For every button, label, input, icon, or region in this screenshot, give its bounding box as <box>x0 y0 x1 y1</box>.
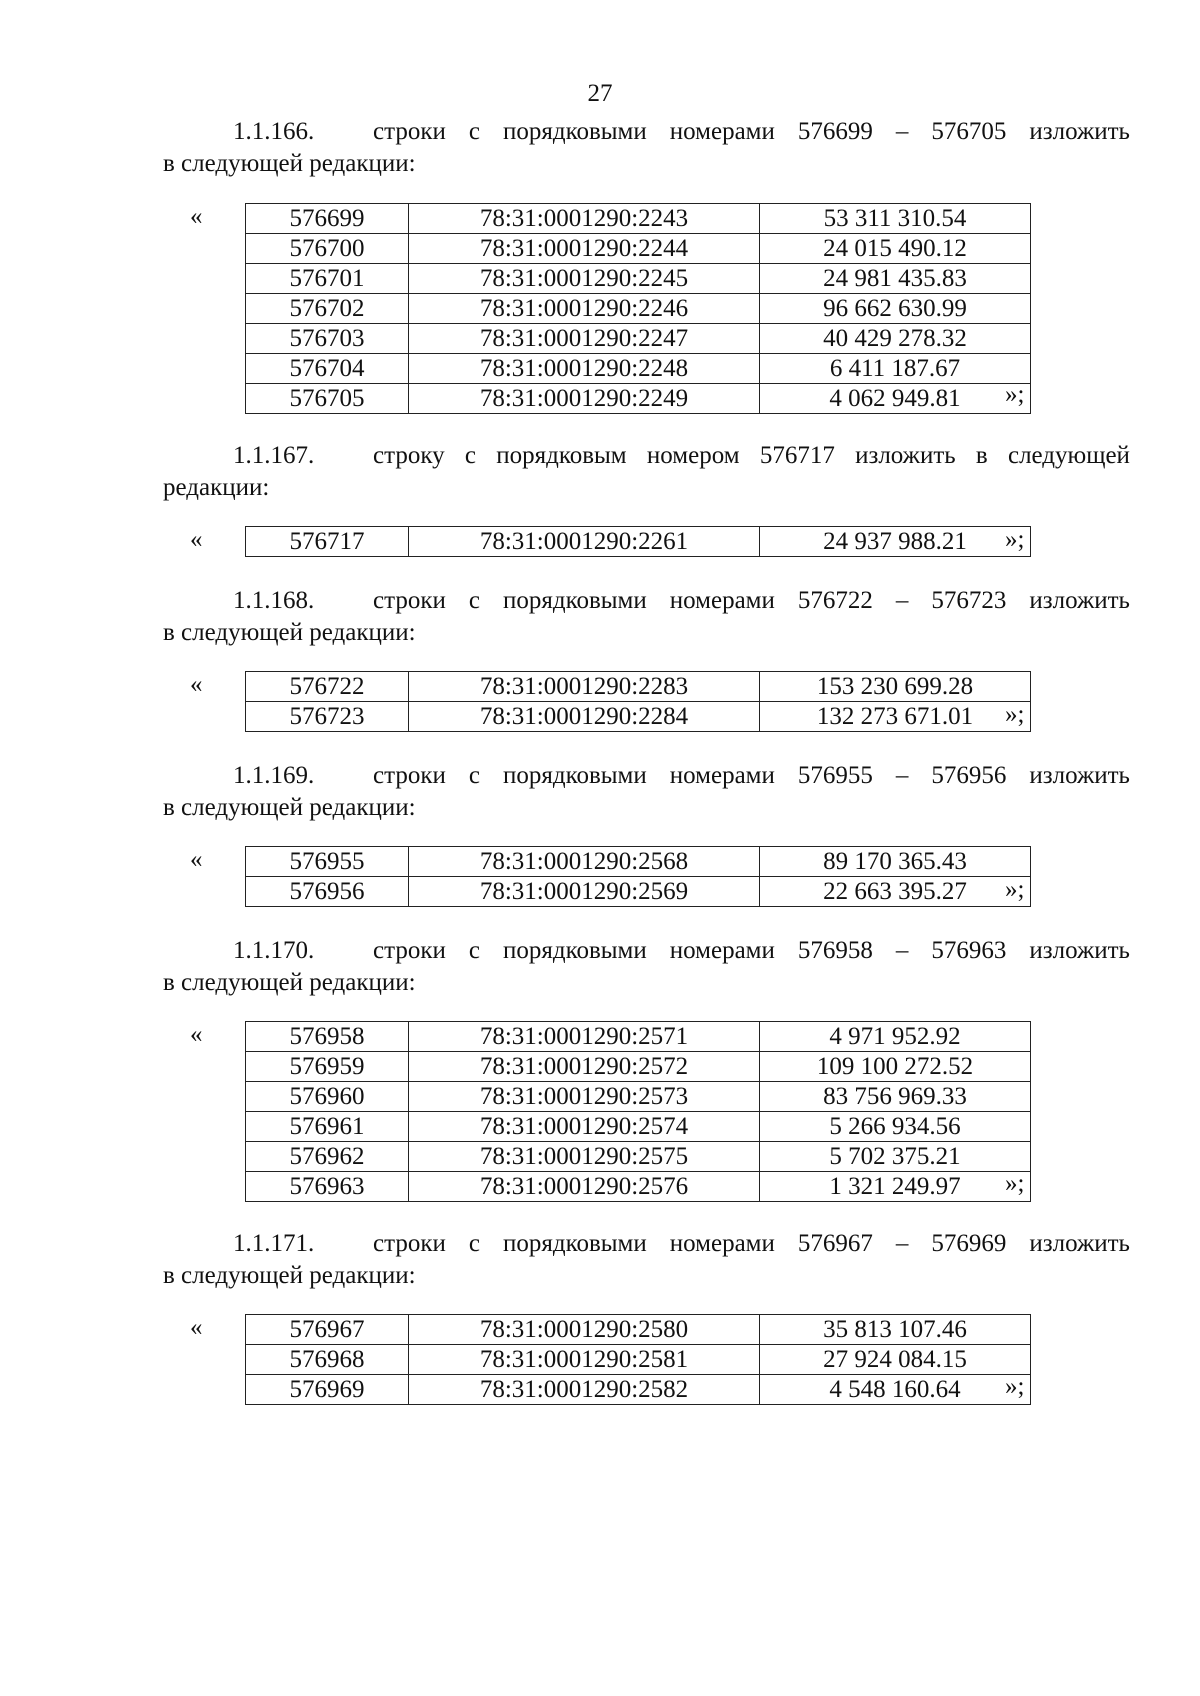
word: – <box>895 587 909 614</box>
cadastral-number-cell: 78:31:0001290:2581 <box>409 1345 760 1375</box>
table-row <box>246 1052 1031 1082</box>
cadastral-number-cell: 78:31:0001290:2576 <box>409 1172 760 1202</box>
value-cell: 153 230 699.28 <box>760 672 1031 702</box>
cadastral-number-cell: 78:31:0001290:2248 <box>409 354 760 384</box>
word: следующей <box>1007 442 1130 469</box>
section-continuation: в следующей редакции: <box>163 150 416 177</box>
page-number: 27 <box>587 80 613 107</box>
section-continuation: в следующей редакции: <box>163 1262 416 1289</box>
row-number-cell: 576702 <box>246 294 409 324</box>
section-number: 1.1.170. <box>233 937 315 964</box>
cadastral-number-cell: 78:31:0001290:2573 <box>409 1082 760 1112</box>
word: строки <box>373 762 446 789</box>
closing-quote: »; <box>1005 700 1025 728</box>
word: 576705 <box>931 118 1007 145</box>
word: с <box>464 442 476 469</box>
section-number: 1.1.166. <box>233 118 315 145</box>
value-cell: 24 937 988.21 <box>760 527 1031 557</box>
word: – <box>895 1230 909 1257</box>
word: номерами <box>669 762 775 789</box>
section-number: 1.1.167. <box>233 442 315 469</box>
word: номерами <box>669 118 775 145</box>
word: с <box>468 1230 480 1257</box>
row-number-cell: 576968 <box>246 1345 409 1375</box>
closing-quote: »; <box>1005 381 1025 409</box>
cadastral-number-cell: 78:31:0001290:2249 <box>409 384 760 414</box>
section-first-line <box>373 116 1130 148</box>
section-paragraph <box>163 440 1130 504</box>
word: 576717 <box>759 442 835 469</box>
section-paragraph <box>163 1228 1130 1292</box>
cadastral-number-cell: 78:31:0001290:2245 <box>409 264 760 294</box>
table-row <box>246 702 1031 732</box>
section-continuation: в следующей редакции: <box>163 619 416 646</box>
row-number-cell: 576963 <box>246 1172 409 1202</box>
cadastral-number-cell: 78:31:0001290:2575 <box>409 1142 760 1172</box>
word: изложить <box>1029 118 1130 145</box>
row-number-cell: 576717 <box>246 527 409 557</box>
row-number-cell: 576960 <box>246 1082 409 1112</box>
cadastral-number-cell: 78:31:0001290:2580 <box>409 1315 760 1345</box>
value-cell: 53 311 310.54 <box>760 204 1031 234</box>
cadastral-number-cell: 78:31:0001290:2284 <box>409 702 760 732</box>
word: 576969 <box>931 1230 1007 1257</box>
row-number-cell: 576703 <box>246 324 409 354</box>
amendment-table <box>190 846 1025 907</box>
word: с <box>468 937 480 964</box>
value-cell: 109 100 272.52 <box>760 1052 1031 1082</box>
row-number-cell: 576956 <box>246 877 409 907</box>
word: номерами <box>669 1230 775 1257</box>
word: 576958 <box>797 937 873 964</box>
word: – <box>895 118 909 145</box>
word: номерами <box>669 587 775 614</box>
value-cell: 1 321 249.97 <box>760 1172 1031 1202</box>
value-cell: 27 924 084.15 <box>760 1345 1031 1375</box>
table-row <box>246 354 1031 384</box>
row-number-cell: 576722 <box>246 672 409 702</box>
word: порядковыми <box>502 1230 647 1257</box>
word: 576955 <box>797 762 873 789</box>
table-row <box>246 847 1031 877</box>
amendment-table <box>190 671 1025 732</box>
section-first-line <box>373 760 1130 792</box>
value-cell: 83 756 969.33 <box>760 1082 1031 1112</box>
opening-quote: « <box>190 1314 203 1341</box>
value-cell: 40 429 278.32 <box>760 324 1031 354</box>
word: 576699 <box>797 118 873 145</box>
cadastral-number-cell: 78:31:0001290:2261 <box>409 527 760 557</box>
value-cell: 132 273 671.01 <box>760 702 1031 732</box>
word: порядковыми <box>502 762 647 789</box>
word: порядковыми <box>502 937 647 964</box>
table-row <box>246 294 1031 324</box>
row-number-cell: 576962 <box>246 1142 409 1172</box>
opening-quote: « <box>190 526 203 553</box>
section-first-line <box>373 1228 1130 1260</box>
cadastral-number-cell: 78:31:0001290:2244 <box>409 234 760 264</box>
section-number: 1.1.171. <box>233 1230 315 1257</box>
word: порядковым <box>496 442 627 469</box>
table-row <box>246 234 1031 264</box>
opening-quote: « <box>190 846 203 873</box>
row-number-cell: 576704 <box>246 354 409 384</box>
table-row <box>246 204 1031 234</box>
cadastral-number-cell: 78:31:0001290:2572 <box>409 1052 760 1082</box>
cadastral-number-cell: 78:31:0001290:2574 <box>409 1112 760 1142</box>
value-cell: 89 170 365.43 <box>760 847 1031 877</box>
word: с <box>468 762 480 789</box>
section-number: 1.1.168. <box>233 587 315 614</box>
cadastral-number-cell: 78:31:0001290:2247 <box>409 324 760 354</box>
row-number-cell: 576701 <box>246 264 409 294</box>
row-number-cell: 576961 <box>246 1112 409 1142</box>
word: строку <box>373 442 445 469</box>
section-first-line <box>373 440 1130 472</box>
word: 576722 <box>797 587 873 614</box>
section-first-line <box>373 585 1130 617</box>
word: порядковыми <box>502 587 647 614</box>
row-number-cell: 576955 <box>246 847 409 877</box>
table-row <box>246 324 1031 354</box>
word: с <box>468 587 480 614</box>
word: порядковыми <box>502 118 647 145</box>
word: строки <box>373 118 446 145</box>
value-cell: 22 663 395.27 <box>760 877 1031 907</box>
table-row <box>246 672 1031 702</box>
closing-quote: »; <box>1005 526 1025 553</box>
section-paragraph <box>163 760 1130 824</box>
word: с <box>468 118 480 145</box>
closing-quote: »; <box>1005 1373 1025 1401</box>
word: строки <box>373 587 446 614</box>
row-number-cell: 576699 <box>246 204 409 234</box>
table-row <box>246 1022 1031 1052</box>
section-paragraph <box>163 585 1130 649</box>
value-cell: 96 662 630.99 <box>760 294 1031 324</box>
opening-quote: « <box>190 671 203 698</box>
table-row <box>246 1172 1031 1202</box>
word: – <box>895 762 909 789</box>
section-continuation: в следующей редакции: <box>163 794 416 821</box>
section-first-line <box>373 935 1130 967</box>
word: 576963 <box>931 937 1007 964</box>
word: изложить <box>1029 587 1130 614</box>
closing-quote: »; <box>1005 1169 1025 1197</box>
amendment-table <box>190 1314 1025 1405</box>
word: изложить <box>1029 1230 1130 1257</box>
table-row <box>246 1375 1031 1405</box>
opening-quote: « <box>190 1021 203 1048</box>
word: 576967 <box>797 1230 873 1257</box>
word: номером <box>646 442 740 469</box>
amendment-table <box>190 1021 1025 1202</box>
row-number-cell: 576700 <box>246 234 409 264</box>
cadastral-number-cell: 78:31:0001290:2246 <box>409 294 760 324</box>
row-number-cell: 576967 <box>246 1315 409 1345</box>
cadastral-number-cell: 78:31:0001290:2568 <box>409 847 760 877</box>
value-cell: 4 062 949.81 <box>760 384 1031 414</box>
word: строки <box>373 937 446 964</box>
value-cell: 24 981 435.83 <box>760 264 1031 294</box>
cadastral-number-cell: 78:31:0001290:2571 <box>409 1022 760 1052</box>
table-row <box>246 1345 1031 1375</box>
table-row <box>246 1315 1031 1345</box>
table-row <box>246 1112 1031 1142</box>
opening-quote: « <box>190 203 203 230</box>
table-row <box>246 877 1031 907</box>
section-continuation: редакции: <box>163 474 270 501</box>
cadastral-number-cell: 78:31:0001290:2569 <box>409 877 760 907</box>
word: номерами <box>669 937 775 964</box>
value-cell: 5 266 934.56 <box>760 1112 1031 1142</box>
word: в <box>975 442 988 469</box>
cadastral-number-cell: 78:31:0001290:2243 <box>409 204 760 234</box>
row-number-cell: 576969 <box>246 1375 409 1405</box>
value-cell: 6 411 187.67 <box>760 354 1031 384</box>
word: – <box>895 937 909 964</box>
value-cell: 4 548 160.64 <box>760 1375 1031 1405</box>
table-row <box>246 527 1031 557</box>
table-row <box>246 264 1031 294</box>
row-number-cell: 576958 <box>246 1022 409 1052</box>
row-number-cell: 576705 <box>246 384 409 414</box>
table-row <box>246 1082 1031 1112</box>
closing-quote: »; <box>1005 875 1025 903</box>
row-number-cell: 576959 <box>246 1052 409 1082</box>
table-row <box>246 1142 1031 1172</box>
value-cell: 35 813 107.46 <box>760 1315 1031 1345</box>
value-cell: 5 702 375.21 <box>760 1142 1031 1172</box>
section-continuation: в следующей редакции: <box>163 969 416 996</box>
word: изложить <box>1029 762 1130 789</box>
word: 576956 <box>931 762 1007 789</box>
cadastral-number-cell: 78:31:0001290:2582 <box>409 1375 760 1405</box>
word: 576723 <box>931 587 1007 614</box>
amendment-table <box>190 203 1025 414</box>
amendment-table <box>190 526 1025 557</box>
row-number-cell: 576723 <box>246 702 409 732</box>
section-number: 1.1.169. <box>233 762 315 789</box>
value-cell: 4 971 952.92 <box>760 1022 1031 1052</box>
word: изложить <box>855 442 956 469</box>
section-paragraph <box>163 116 1130 180</box>
section-paragraph <box>163 935 1130 999</box>
word: изложить <box>1029 937 1130 964</box>
word: строки <box>373 1230 446 1257</box>
cadastral-number-cell: 78:31:0001290:2283 <box>409 672 760 702</box>
table-row <box>246 384 1031 414</box>
value-cell: 24 015 490.12 <box>760 234 1031 264</box>
